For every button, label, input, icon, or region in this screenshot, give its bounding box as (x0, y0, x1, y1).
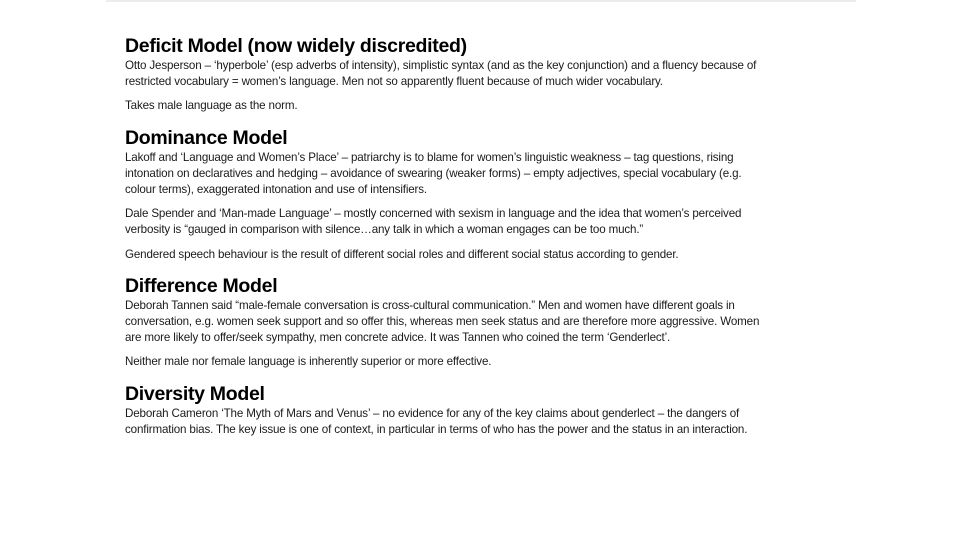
section-heading: Difference Model (125, 275, 278, 298)
section-heading: Diversity Model (125, 383, 265, 406)
paragraph: Dale Spender and ‘Man-made Language’ – mostly concerned with sexism in language and the idea that women’s perceived verbosity is “gauged in comparison with silence…any talk in which a woman engages can be too much.” (125, 207, 742, 236)
paragraph: Takes male language as the norm. (125, 99, 298, 113)
section-heading: Dominance Model (125, 127, 288, 150)
paragraph: Neither male nor female language is inherently superior or more effective. (125, 355, 492, 369)
section-deficit-model (125, 34, 775, 114)
section-heading: Deficit Model (now widely discredited) (125, 35, 467, 57)
paragraph: Gendered speech behaviour is the result of different social roles and different social status according to gender. (125, 247, 679, 261)
paragraph: Otto Jesperson – ‘hyperbole’ (esp adverbs of intensity), simplistic syntax (and as the key conjunction) and a fluency because of restricted vocabulary = women’s language. Men not so apparently fluent because of much wider vocabulary. (125, 59, 757, 88)
section-diversity-model (125, 382, 775, 437)
section-difference-model (125, 274, 775, 370)
top-divider (106, 0, 856, 2)
paragraph: Deborah Cameron ‘The Myth of Mars and Venus’ – no evidence for any of the key claims about genderlect – the dangers of confirmation bias. The key issue is one of context, in particular in terms of who has the power and the status in an interaction. (125, 407, 748, 436)
paragraph: Deborah Tannen said “male-female conversation is cross-cultural communication.” Men and women have different goals in conversation, e.g. women seek support and so offer this, whereas men seek status and are therefore more aggressive. Women are more likely to offer/seek sympathy, men concrete advice. It was Tannen who coined the term ‘Genderlect’. (125, 299, 760, 344)
paragraph: Lakoff and ‘Language and Women’s Place’ – patriarchy is to blame for women’s linguistic weakness – tag questions, rising intonation on declaratives and hedging – avoidance of swearing (weaker forms) – empty adjectives, special vocabulary (e.g. colour terms), exaggerated intonation and use of intensifiers. (125, 151, 742, 196)
document-body (125, 34, 775, 438)
section-dominance-model (125, 126, 775, 262)
